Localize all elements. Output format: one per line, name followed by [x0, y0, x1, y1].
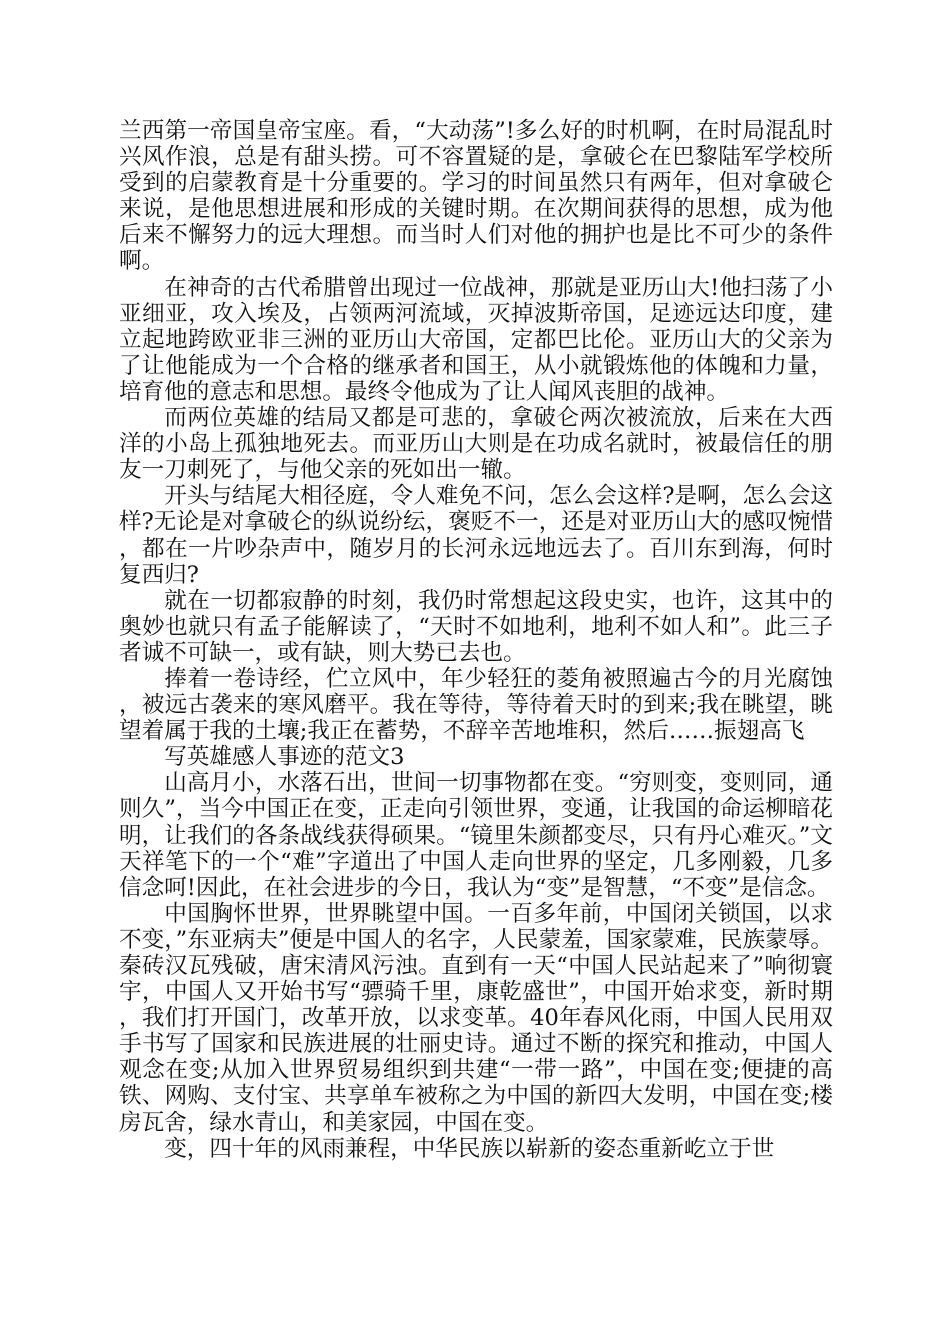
- section-heading: 写英雄感人事迹的范文3: [164, 744, 405, 771]
- paragraph-5: 就在一切都寂静的时刻，我仍时常想起这段史实，也许，这其中的奥妙也就只有孟子能解读了，“天时不如地利，地利不如人和”。此三子者诚不可缺一，或有缺，则大势已去也。: [119, 587, 833, 666]
- paragraph-1: 兰西第一帝国皇帝宝座。看，“大动荡”!多么好的时机啊，在时局混乱时兴风作浪，总是有甜头捞。可不容置疑的是，拿破仑在巴黎陆军学校所受到的启蒙教育是十分重要的。学习的时间虽然只有两年，但对拿破仑来说，是他思想进展和形成的关键时期。在次期间获得的思想，成为他后来不懈努力的远大理想。而当时人们对他的拥护也是比不可少的条件啊。: [119, 118, 833, 275]
- paragraph-2: 在神奇的古代希腊曾出现过一位战神，那就是亚历山大!他扫荡了小亚细亚，攻入埃及，占领两河流域，灭掉波斯帝国，足迹远达印度，建立起地跨欧亚非三洲的亚历山大帝国，定都巴比伦。亚历山大的父亲为了让他能成为一个合格的继承者和国王，从小就锻炼他的体魄和力量，培育他的意志和思想。最终令他成为了让人闻风丧胆的战神。: [119, 274, 833, 405]
- paragraph-3: 而两位英雄的结局又都是可悲的，拿破仑两次被流放，后来在大西洋的小岛上孤独地死去。而亚历山大则是在功成名就时，被最信任的朋友一刀刺死了，与他父亲的死如出一辙。: [119, 405, 833, 484]
- paragraph-7: 山高月小，水落石出，世间一切事物都在变。“穷则变，变则同，通则久”，当今中国正在变，正走向引领世界，变通，让我国的命运柳暗花明，让我们的各条战线获得硕果。“镜里朱颜都变尽，只有丹心难灭。”文天祥笔下的一个“难”字道出了中国人走向世界的坚定，几多刚毅，几多信念呵!因此，在社会进步的今日，我认为“变”是智慧，“不变”是信念。: [119, 770, 833, 901]
- document-body: [119, 118, 833, 1162]
- paragraph-8: 中国胸怀世界，世界眺望中国。一百多年前，中国闭关锁国，以求不变，”东亚病夫”便是中国人的名字，人民蒙羞，国家蒙难，民族蒙辱。秦砖汉瓦残破，唐宋清风污浊。直到有一天“中国人民站起来了”响彻寰宇，中国人又开始书写“骠骑千里，康乾盛世”，中国开始求变，新时期，我们打开国门，改革开放，以求变革。40年春风化雨，中国人民用双手书写了国家和民族进展的壮丽史诗。通过不断的探究和推动，中国人观念在变;从加入世界贸易组织到共建“一带一路”，中国在变;便捷的高铁、网购、支付宝、共享单车被称之为中国的新四大发明，中国在变;楼房瓦舍，绿水青山，和美家园，中国在变。: [119, 900, 833, 1136]
- paragraph-9: 变，四十年的风雨兼程，中华民族以崭新的姿态重新屹立于世: [164, 1135, 775, 1162]
- paragraph-6: 捧着一卷诗经，伫立风中，年少轻狂的菱角被照遍古今的月光腐蚀，被远古袭来的寒风磨平。我在等待，等待着天时的到来;我在眺望，眺望着属于我的土壤;我正在蓄势，不辞辛苦地堆积，然后……振翅高飞: [119, 665, 833, 745]
- paragraph-4: 开头与结尾大相径庭，令人难免不问，怎么会这样?是啊，怎么会这样?无论是对拿破仑的纵说纷纭，褒贬不一，还是对亚历山大的感叹惋惜，都在一片吵杂声中，随岁月的长河永远地远去了。百川东到海，何时复西归?: [119, 483, 833, 588]
